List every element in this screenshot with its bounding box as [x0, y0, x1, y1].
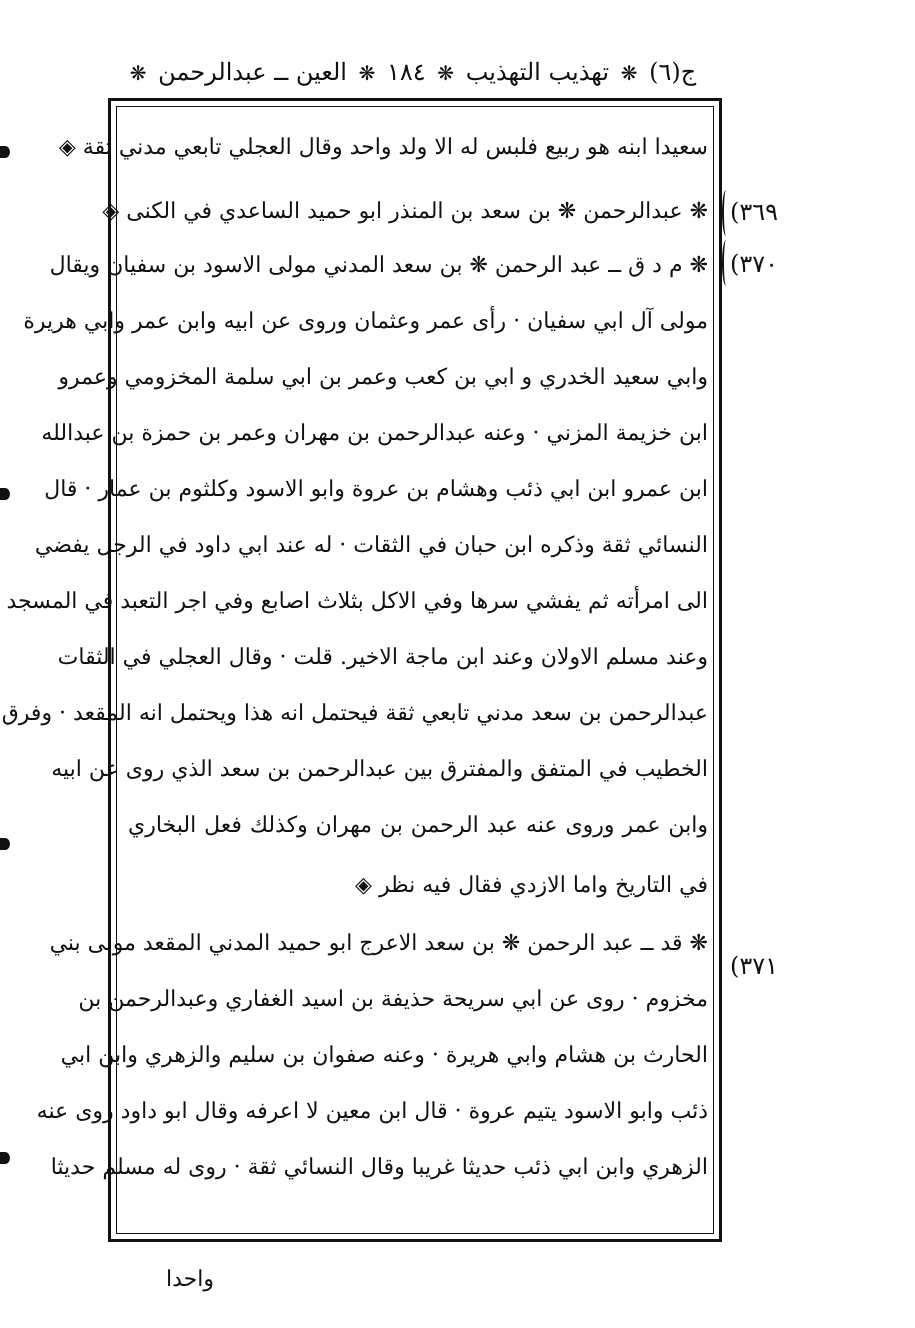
text-line: مولى آل ابي سفيان · رأى عمر وعثمان وروى عن ابيه وابن عمر وابي هريرة [23, 309, 708, 334]
entry-number: (٣٧١ [730, 952, 779, 980]
entry-number: (٣٧٠ [730, 250, 779, 278]
text-line: ابن عمرو ابن ابي ذئب وهشام بن عروة وابو الاسود وكلثوم بن عمار · قال [44, 477, 708, 502]
text-line: ❋ عبدالرحمن ❋ بن سعد بن المنذر ابو حميد الساعدي في الكنى ◈ [102, 199, 708, 224]
header-section: العين ــ عبدالرحمن [158, 58, 347, 86]
text-line: ❋ قد ــ عبد الرحمن ❋ بن سعد الاعرج ابو حميد المدني المقعد مولى بني [49, 931, 708, 956]
text-line: الى امرأته ثم يفشي سرها وفي الاكل بثلاث اصابع وفي اجر التعبد في المسجد [6, 589, 708, 614]
text-line: وعند مسلم الاولان وعند ابن ماجة الاخير. قلت · وقال العجلي في الثقات [57, 645, 708, 670]
running-header [104, 52, 722, 92]
catchword: واحدا [166, 1267, 214, 1292]
binding-mark [0, 146, 10, 158]
text-line: وابي سعيد الخدري و ابي بن كعب وعمر بن ابي سلمة المخزومي وعمرو [58, 365, 708, 390]
entry-bracket [722, 190, 730, 236]
ornament-icon: ❋ [358, 61, 376, 85]
text-line: الخطيب في المتفق والمفترق بين عبدالرحمن بن سعد الذي روى عن ابيه [51, 757, 708, 782]
ornament-icon: ❋ [437, 61, 455, 85]
text-line: مخزوم · روى عن ابي سريحة حذيفة بن اسيد الغفاري وعبدالرحمن بن [78, 987, 708, 1012]
text-line: سعيدا ابنه هو ربيع فلبس له الا ولد واحد وقال العجلي تابعي مدني ثقة ◈ [58, 135, 708, 160]
text-line: ذئب وابو الاسود يتيم عروة · قال ابن معين لا اعرفه وقال ابو داود روى عنه [36, 1099, 708, 1124]
entry-bracket [722, 240, 730, 286]
header-volume: ج(٦) [649, 58, 697, 86]
text-line: وابن عمر وروى عنه عبد الرحمن بن مهران وكذلك فعل البخاري [128, 813, 708, 838]
text-line: النسائي ثقة وذكره ابن حبان في الثقات · له عند ابي داود في الرجل يفضي [34, 533, 708, 558]
ornament-icon: ❋ [620, 61, 638, 85]
text-line: عبدالرحمن بن سعد مدني تابعي ثقة فيحتمل انه هذا ويحتمل انه المقعد · وفرق [1, 701, 708, 726]
header-book-title: تهذيب التهذيب [465, 58, 610, 86]
text-line: الزهري وابن ابي ذئب حديثا غريبا وقال النسائي ثقة · روى له مسلم حديثا [50, 1155, 708, 1180]
binding-mark [0, 1152, 10, 1164]
text-line: الحارث بن هشام وابي هريرة · وعنه صفوان بن سليم والزهري وابن ابي [60, 1043, 708, 1068]
header-page-number: ١٨٤ [386, 58, 426, 86]
entry-number: (٣٦٩ [730, 198, 779, 226]
binding-mark [0, 838, 10, 850]
ornament-icon: ❋ [129, 61, 147, 85]
text-line: ❋ م د ق ــ عبد الرحمن ❋ بن سعد المدني مولى الاسود بن سفيان ويقال [49, 253, 708, 278]
text-line: في التاريخ واما الازدي فقال فيه نظر ◈ [355, 873, 708, 898]
binding-mark [0, 488, 10, 500]
text-line: ابن خزيمة المزني · وعنه عبدالرحمن بن مهران وعمر بن حمزة بن عبدالله [41, 421, 708, 446]
